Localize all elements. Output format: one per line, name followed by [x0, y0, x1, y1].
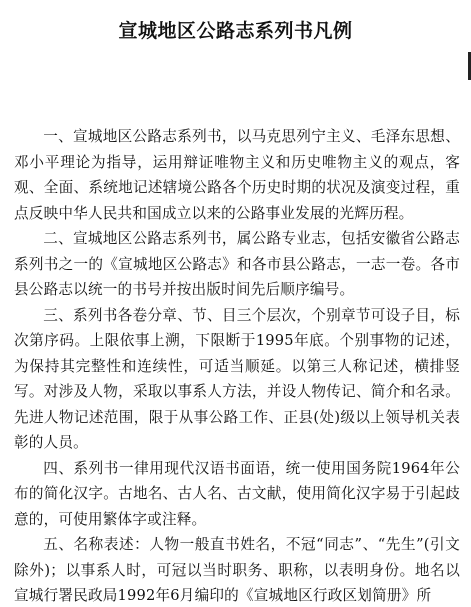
- paragraph-5: 五、名称表述：人物一般直书姓名，不冠“同志”、“先生”(引文除外)；以事系人时，可冠以当时职务、职称，以表明身份。地名以宣城行署民政局1992年6月编印的《宣城地区行政区划简册》所: [14, 536, 460, 604]
- document-body: [14, 124, 460, 607]
- paragraph-1: 一、宣城地区公路志系列书，以马克思列宁主义、毛泽东思想、邓小平理论为指导，运用辩证唯物主义和历史唯物主义的观点，客观、全面、系统地记述辖境公路各个历史时期的状况及演变过程，重点反映中华人民共和国成立以来的公路事业发展的光辉历程。: [14, 128, 460, 222]
- page-title: 宣城地区公路志系列书凡例: [118, 20, 353, 42]
- paragraph-4: 四、系列书一律用现代汉语书面语，统一使用国务院1964年公布的简化汉字。古地名、古人名、古文献，使用简化汉字易于引起歧意的，可使用繁体字或注释。: [14, 459, 460, 528]
- paragraph-3: 三、系列书各卷分章、节、目三个层次，个别章节可设子目，标次第序码。上限依事上溯，下限断于1995年底。个别事物的记述，为保持其完整性和连续性，可适当顺延。以第三人称记述，横排竖写。对涉及人物，采取以事系人方法，并设人物传记、简介和名录。先进人物记述范围，限于从事公路工作、正县(处)级以上领导机关表彰的人员。: [14, 306, 460, 451]
- paragraph-2: 二、宣城地区公路志系列书，属公路专业志，包括安徽省公路志系列书之一的《宣城地区公路志》和各市县公路志，一志一卷。各市县公路志以统一的书号并按出版时间先后顺序编号。: [14, 230, 460, 298]
